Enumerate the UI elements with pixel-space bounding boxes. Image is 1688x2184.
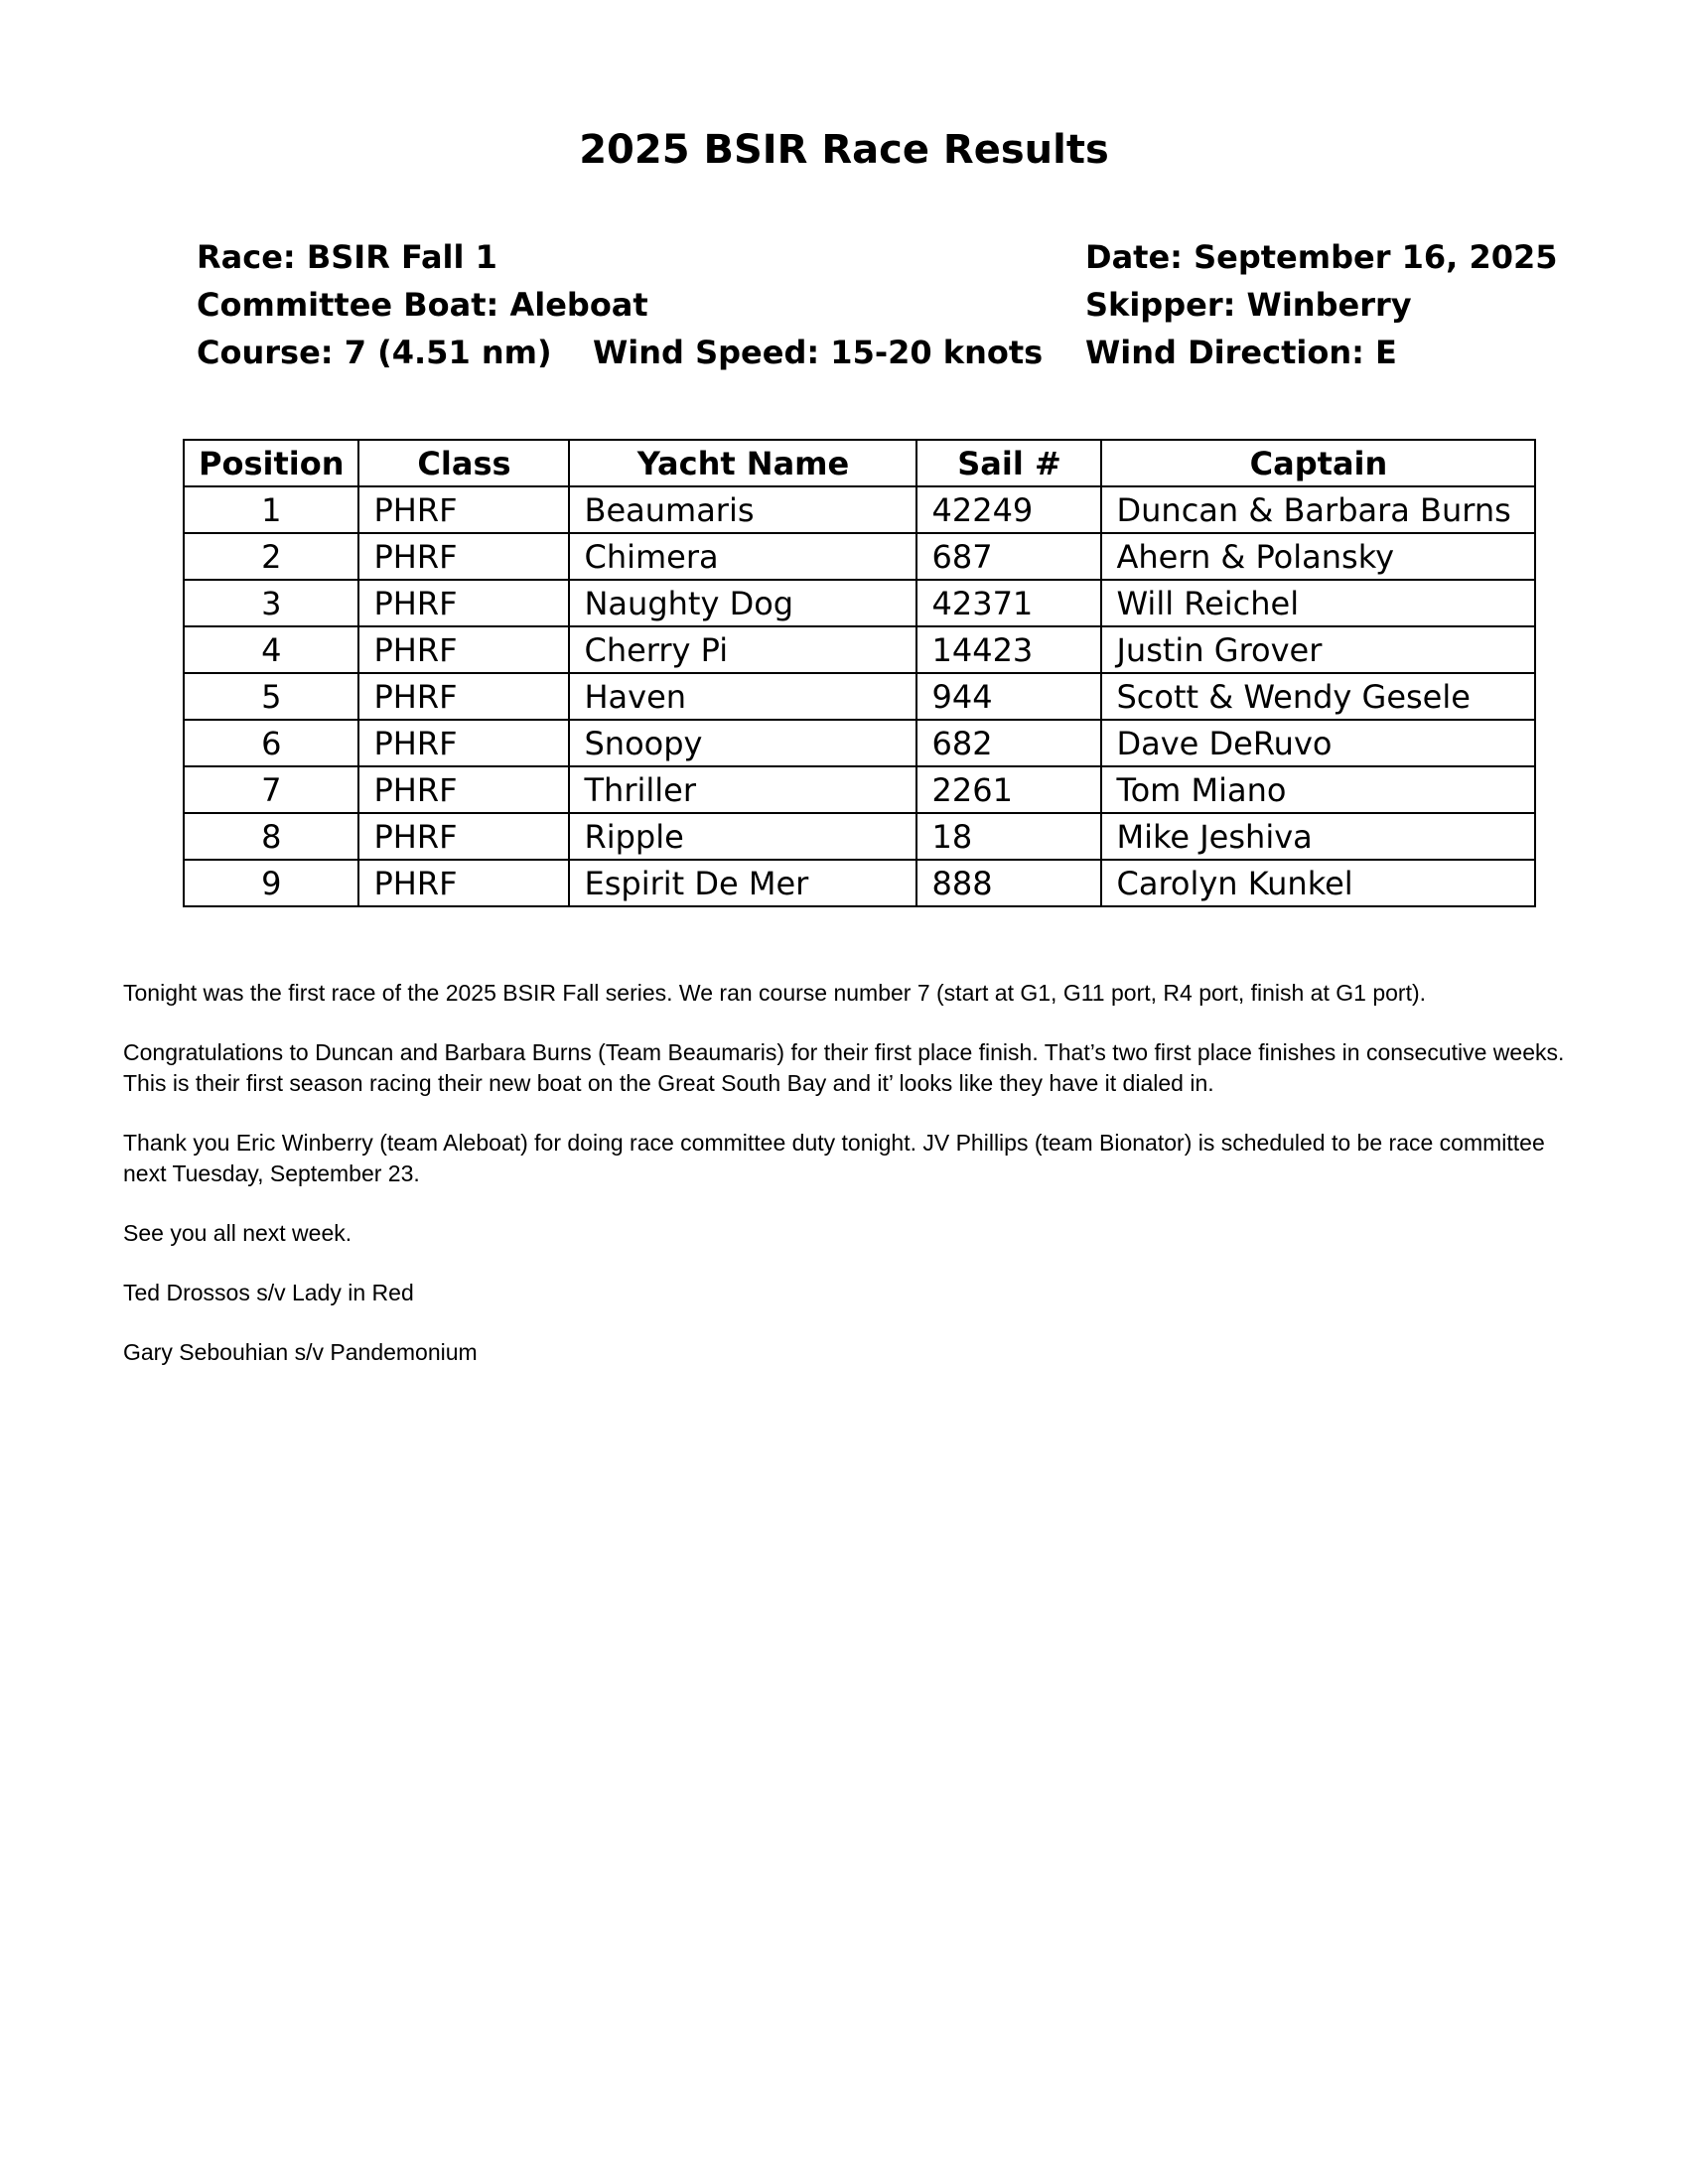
- cell-position: 1: [184, 486, 358, 533]
- cell-yacht-name: Thriller: [569, 766, 916, 813]
- cell-yacht-name: Chimera: [569, 533, 916, 580]
- cell-sail-number: 42249: [916, 486, 1101, 533]
- cell-class: PHRF: [358, 813, 569, 860]
- cell-position: 4: [184, 626, 358, 673]
- cell-sail-number: 682: [916, 720, 1101, 766]
- table-row: [184, 673, 1535, 720]
- cell-yacht-name: Espirit De Mer: [569, 860, 916, 906]
- cell-class: PHRF: [358, 580, 569, 626]
- cell-position: 2: [184, 533, 358, 580]
- cell-sail-number: 888: [916, 860, 1101, 906]
- race-info-left: [197, 233, 648, 376]
- skipper: Skipper: Winberry: [1085, 286, 1412, 324]
- cell-captain: Justin Grover: [1101, 626, 1535, 673]
- race-name: Race: BSIR Fall 1: [197, 238, 497, 276]
- header-position: Position: [184, 440, 358, 486]
- table-row: [184, 720, 1535, 766]
- cell-captain: Carolyn Kunkel: [1101, 860, 1535, 906]
- cell-class: PHRF: [358, 486, 569, 533]
- wind-speed: Wind Speed: 15-20 knots: [593, 334, 1044, 371]
- cell-position: 6: [184, 720, 358, 766]
- cell-position: 8: [184, 813, 358, 860]
- cell-captain: Dave DeRuvo: [1101, 720, 1535, 766]
- race-date: Date: September 16, 2025: [1085, 238, 1558, 276]
- cell-class: PHRF: [358, 673, 569, 720]
- cell-sail-number: 687: [916, 533, 1101, 580]
- cell-captain: Ahern & Polansky: [1101, 533, 1535, 580]
- cell-position: 9: [184, 860, 358, 906]
- table-row: [184, 486, 1535, 533]
- cell-class: PHRF: [358, 860, 569, 906]
- cell-position: 5: [184, 673, 358, 720]
- cell-class: PHRF: [358, 626, 569, 673]
- note-paragraph: Tonight was the first race of the 2025 BSIR Fall series. We ran course number 7 (start at G1, G11 port, R4 port, finish at G1 port).: [123, 980, 1427, 1006]
- cell-class: PHRF: [358, 720, 569, 766]
- table-row: [184, 626, 1535, 673]
- cell-yacht-name: Ripple: [569, 813, 916, 860]
- results-table: [183, 439, 1536, 907]
- table-row: [184, 580, 1535, 626]
- signature-line: Ted Drossos s/v Lady in Red: [123, 1280, 414, 1305]
- course: Course: 7 (4.51 nm): [197, 334, 552, 371]
- cell-captain: Tom Miano: [1101, 766, 1535, 813]
- cell-position: 7: [184, 766, 358, 813]
- signature-line: Gary Sebouhian s/v Pandemonium: [123, 1339, 478, 1365]
- cell-captain: Duncan & Barbara Burns: [1101, 486, 1535, 533]
- note-paragraph: Congratulations to Duncan and Barbara Burns (Team Beaumaris) for their first place finish. That’s two first place finishes in consecutive weeks. This is their first season racing their new boat on the Great South Bay and it’ looks like they have it dialed in.: [123, 1039, 1565, 1096]
- page-title: 2025 BSIR Race Results: [579, 127, 1109, 173]
- header-captain: Captain: [1101, 440, 1535, 486]
- table-row: [184, 860, 1535, 906]
- table-row: [184, 813, 1535, 860]
- cell-yacht-name: Haven: [569, 673, 916, 720]
- cell-sail-number: 14423: [916, 626, 1101, 673]
- table-header-row: [184, 440, 1535, 486]
- cell-sail-number: 2261: [916, 766, 1101, 813]
- header-sail-number: Sail #: [916, 440, 1101, 486]
- note-paragraph: See you all next week.: [123, 1220, 352, 1246]
- cell-captain: Scott & Wendy Gesele: [1101, 673, 1535, 720]
- table-row: [184, 766, 1535, 813]
- note-paragraph: Thank you Eric Winberry (team Aleboat) for doing race committee duty tonight. JV Phillips (team Bionator) is scheduled to be race committee next Tuesday, September 23.: [123, 1130, 1545, 1186]
- header-class: Class: [358, 440, 569, 486]
- cell-captain: Mike Jeshiva: [1101, 813, 1535, 860]
- cell-sail-number: 18: [916, 813, 1101, 860]
- cell-position: 3: [184, 580, 358, 626]
- wind-direction: Wind Direction: E: [1085, 334, 1397, 371]
- cell-class: PHRF: [358, 533, 569, 580]
- cell-class: PHRF: [358, 766, 569, 813]
- cell-yacht-name: Cherry Pi: [569, 626, 916, 673]
- table-row: [184, 533, 1535, 580]
- committee-boat: Committee Boat: Aleboat: [197, 286, 648, 324]
- cell-captain: Will Reichel: [1101, 580, 1535, 626]
- cell-yacht-name: Snoopy: [569, 720, 916, 766]
- race-info-right: [1085, 233, 1558, 376]
- race-notes: [123, 978, 1573, 1397]
- cell-sail-number: 42371: [916, 580, 1101, 626]
- cell-sail-number: 944: [916, 673, 1101, 720]
- cell-yacht-name: Naughty Dog: [569, 580, 916, 626]
- header-yacht-name: Yacht Name: [569, 440, 916, 486]
- cell-yacht-name: Beaumaris: [569, 486, 916, 533]
